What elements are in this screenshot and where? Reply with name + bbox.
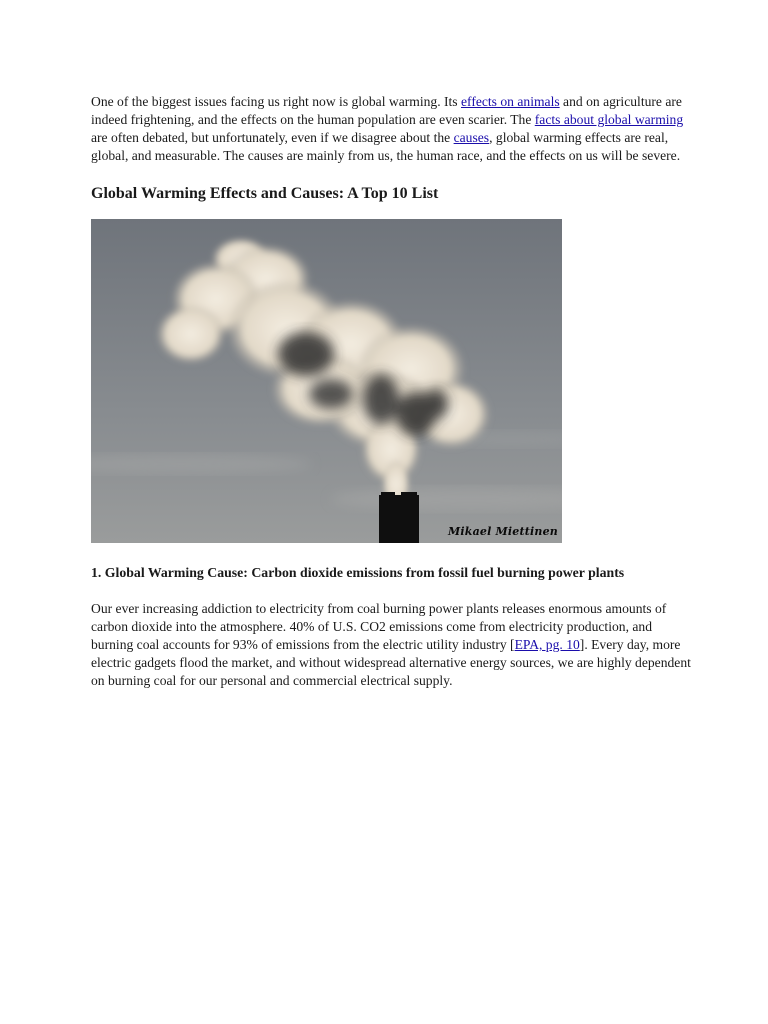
section-1-text-2: ]. Every day, more electric gadgets flood the market, and without widespread alternative energy sources, we are highly dependent on burning coal for our personal and commercial electrical supply. (91, 637, 691, 688)
epa-link[interactable]: EPA, pg. 10 (514, 637, 580, 652)
smokestack-photo (91, 219, 562, 543)
intro-text-2: and on agriculture are indeed frightening, and the effects on the human population are even scarier. The (91, 94, 682, 127)
intro-text-4: , global warming effects are real, global, and measurable. The causes are mainly from us, the human race, and the effects on us will be severe. (91, 130, 681, 163)
intro-paragraph (91, 93, 691, 165)
section-1-title: 1. Global Warming Cause: Carbon dioxide emissions from fossil fuel burning power plants (91, 565, 625, 580)
effects-on-animals-link[interactable]: effects on animals (461, 94, 560, 109)
article-heading: Global Warming Effects and Causes: A Top 10 List (91, 185, 439, 202)
intro-text-1: One of the biggest issues facing us right now is global warming. Its (91, 94, 461, 109)
chimney (379, 495, 419, 543)
intro-text-3: are often debated, but unfortunately, even if we disagree about the (91, 130, 454, 145)
section-1-text-1: Our ever increasing addiction to electricity from coal burning power plants releases enormous amounts of carbon dioxide into the atmosphere. 40% of U.S. CO2 emissions come from electricity production, and burning coal accounts for 93% of emissions from the electric utility industry [ (91, 601, 667, 652)
article-content (91, 93, 691, 690)
facts-about-global-warming-link[interactable]: facts about global warming (534, 112, 684, 127)
smokestack-image (91, 219, 562, 543)
section-1-paragraph (91, 600, 691, 690)
photo-credit: Mikael Miettinen (448, 525, 558, 538)
causes-link[interactable]: causes (453, 130, 490, 145)
